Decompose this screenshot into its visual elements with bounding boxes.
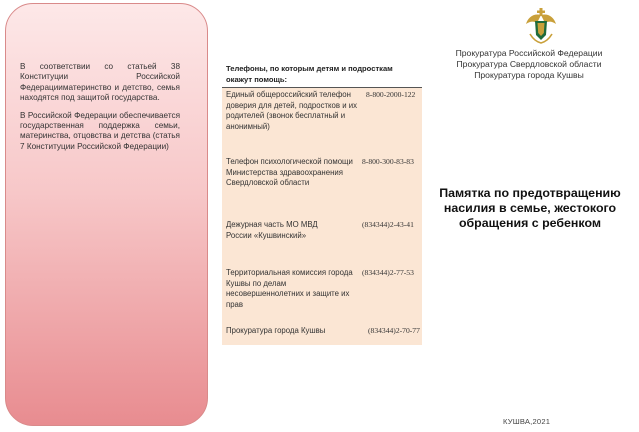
prosecutor-emblem-icon [524,8,558,44]
phone-row-name: Дежурная часть МО МВД России «Кушвинский» [226,220,318,240]
phone-row-number: (834344)2-43-41 [362,220,414,229]
phone-row-number: (834344)2-77-53 [362,268,414,277]
left-info-panel [5,3,208,426]
organization-block [430,48,628,81]
phone-row-name: Телефон психологической помощи Министерства здравоохранения Свердловской области [226,157,353,188]
paragraph-article-7: В Российской Федерации обеспечивается государственная поддержка семьи, материнства, отцовства и детства (статья 7 Конституции Российской Федерации) [20,110,180,151]
footer-place-year: КУШВА,2021 [503,417,551,426]
phone-row-name: Территориальная комиссия города Кушвы по делам несовершеннолетних и защите их прав [226,268,353,309]
phone-row-name: Единый общероссийский телефон доверия для детей, подростков и их родителей (звонок бесплатный и анонимный) [226,90,357,131]
org-line-city: Прокуратура города Кушвы [474,70,584,80]
phone-row-number: 8-800-2000-122 [366,90,416,99]
leaflet-title: Памятка по предотвращению насилия в семье, жестокого обращения с ребенком [439,186,621,230]
paragraph-article-38: В соответствии со статьей 38 Конституции Российской Федерацииматеринство и детство, семья находятся под защитой государства. [20,62,180,103]
org-line-regional: Прокуратура Свердловской области [456,59,602,69]
constitution-text [20,62,180,159]
org-line-federal: Прокуратура Российской Федерации [455,48,603,58]
phone-list-header: Телефоны, по которым детям и подросткам окажут помощь: [222,60,422,88]
phone-list-table [222,60,422,345]
phone-row-number: (834344)2-70-77 [368,326,420,335]
phone-row-number: 8-800-300-83-83 [362,157,414,166]
phone-row-name: Прокуратура города Кушвы [226,326,326,335]
